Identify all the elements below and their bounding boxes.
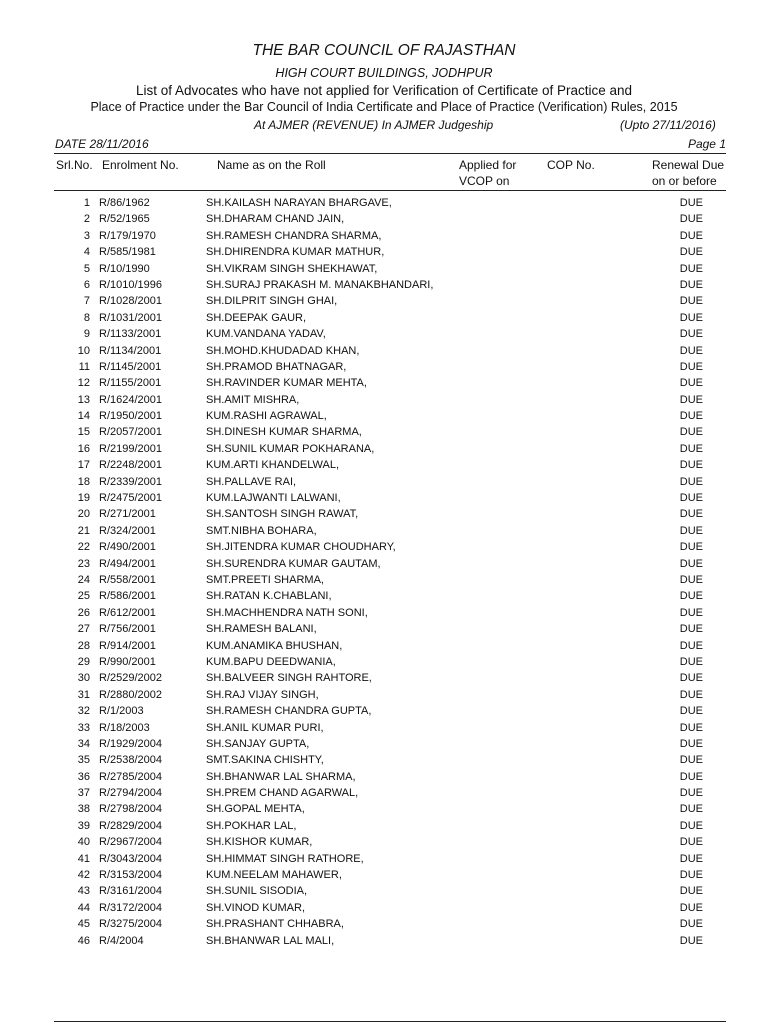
table-row bbox=[0, 556, 768, 572]
table-row bbox=[0, 703, 768, 719]
table-row bbox=[0, 670, 768, 686]
row-enrolment-no: R/1133/2001 bbox=[99, 328, 162, 341]
row-renewal-due: DUE bbox=[679, 836, 703, 849]
row-advocate-name: SH.BHANWAR LAL SHARMA, bbox=[206, 770, 356, 783]
row-renewal-due: DUE bbox=[679, 213, 703, 226]
table-row bbox=[0, 506, 768, 522]
header-bottom-rule bbox=[54, 190, 726, 191]
table-row bbox=[0, 474, 768, 490]
report-date: DATE 28/11/2016 bbox=[55, 137, 149, 151]
advocate-table-body bbox=[0, 195, 768, 949]
row-advocate-name: SH.SURENDRA KUMAR GAUTAM, bbox=[206, 557, 381, 570]
row-enrolment-no: R/179/1970 bbox=[99, 229, 156, 242]
row-advocate-name: SH.HIMMAT SINGH RATHORE, bbox=[206, 852, 364, 865]
row-enrolment-no: R/2199/2001 bbox=[99, 442, 162, 455]
row-serial: 43 bbox=[77, 885, 90, 898]
row-enrolment-no: R/324/2001 bbox=[99, 524, 156, 537]
row-serial: 45 bbox=[77, 918, 90, 931]
row-enrolment-no: R/1010/1996 bbox=[99, 278, 162, 291]
row-advocate-name: SH.POKHAR LAL, bbox=[206, 819, 297, 832]
row-enrolment-no: R/1145/2001 bbox=[99, 360, 162, 373]
row-enrolment-no: R/3161/2004 bbox=[99, 885, 162, 898]
row-advocate-name: SH.RATAN K.CHABLANI, bbox=[206, 590, 332, 603]
row-enrolment-no: R/2798/2004 bbox=[99, 803, 162, 816]
row-serial: 33 bbox=[77, 721, 90, 734]
org-title: THE BAR COUNCIL OF RAJASTHAN bbox=[252, 42, 516, 59]
row-enrolment-no: R/558/2001 bbox=[99, 573, 156, 586]
row-enrolment-no: R/914/2001 bbox=[99, 639, 156, 652]
row-enrolment-no: R/18/2003 bbox=[99, 721, 150, 734]
row-enrolment-no: R/1028/2001 bbox=[99, 295, 162, 308]
row-advocate-name: KUM.LAJWANTI LALWANI, bbox=[206, 492, 341, 505]
row-enrolment-no: R/2829/2004 bbox=[99, 819, 162, 832]
row-enrolment-no: R/52/1965 bbox=[99, 213, 150, 226]
row-serial: 16 bbox=[77, 442, 90, 455]
row-renewal-due: DUE bbox=[679, 819, 703, 832]
row-advocate-name: SH.PALLAVE RAI, bbox=[206, 475, 297, 488]
row-renewal-due: DUE bbox=[679, 262, 703, 275]
row-serial: 14 bbox=[77, 410, 90, 423]
row-serial: 18 bbox=[77, 475, 90, 488]
table-row bbox=[0, 392, 768, 408]
table-row bbox=[0, 310, 768, 326]
table-row bbox=[0, 900, 768, 916]
row-renewal-due: DUE bbox=[679, 393, 703, 406]
row-serial: 2 bbox=[83, 213, 90, 226]
row-advocate-name: KUM.NEELAM MAHAWER, bbox=[206, 869, 342, 882]
row-serial: 37 bbox=[77, 787, 90, 800]
row-serial: 20 bbox=[77, 508, 90, 521]
row-serial: 31 bbox=[77, 688, 90, 701]
row-enrolment-no: R/3172/2004 bbox=[99, 901, 162, 914]
footer-rule bbox=[54, 1021, 726, 1022]
org-address: HIGH COURT BUILDINGS, JODHPUR bbox=[275, 66, 493, 80]
row-renewal-due: DUE bbox=[679, 377, 703, 390]
row-serial: 38 bbox=[77, 803, 90, 816]
row-enrolment-no: R/1950/2001 bbox=[99, 410, 162, 423]
row-renewal-due: DUE bbox=[679, 623, 703, 636]
table-row bbox=[0, 441, 768, 457]
row-enrolment-no: R/1929/2004 bbox=[99, 737, 162, 750]
row-advocate-name: SH.DINESH KUMAR SHARMA, bbox=[206, 426, 362, 439]
row-serial: 22 bbox=[77, 541, 90, 554]
row-advocate-name: SMT.SAKINA CHISHTY, bbox=[206, 754, 324, 767]
row-renewal-due: DUE bbox=[679, 246, 703, 259]
row-enrolment-no: R/990/2001 bbox=[99, 655, 156, 668]
list-title-line1: List of Advocates who have not applied for Verification of Certificate of Practice and bbox=[135, 83, 633, 98]
row-enrolment-no: R/1624/2001 bbox=[99, 393, 162, 406]
row-serial: 23 bbox=[77, 557, 90, 570]
row-enrolment-no: R/2880/2002 bbox=[99, 688, 162, 701]
row-enrolment-no: R/10/1990 bbox=[99, 262, 150, 275]
row-enrolment-no: R/2794/2004 bbox=[99, 787, 162, 800]
row-serial: 46 bbox=[77, 934, 90, 947]
row-advocate-name: SH.GOPAL MEHTA, bbox=[206, 803, 305, 816]
row-enrolment-no: R/86/1962 bbox=[99, 197, 150, 209]
table-row bbox=[0, 228, 768, 244]
row-serial: 3 bbox=[83, 229, 90, 242]
row-serial: 39 bbox=[77, 819, 90, 832]
table-row bbox=[0, 211, 768, 227]
row-serial: 44 bbox=[77, 901, 90, 914]
row-serial: 19 bbox=[77, 492, 90, 505]
row-advocate-name: SH.RAMESH BALANI, bbox=[206, 623, 317, 636]
row-serial: 24 bbox=[77, 573, 90, 586]
col-header-applied: Applied for VCOP on bbox=[459, 158, 517, 188]
row-serial: 5 bbox=[83, 262, 90, 275]
row-advocate-name: SH.BALVEER SINGH RAHTORE, bbox=[206, 672, 372, 685]
row-renewal-due: DUE bbox=[679, 278, 703, 291]
table-row bbox=[0, 457, 768, 473]
row-advocate-name: KUM.ARTI KHANDELWAL, bbox=[206, 459, 340, 472]
row-enrolment-no: R/1/2003 bbox=[99, 705, 144, 718]
table-row bbox=[0, 195, 768, 211]
table-row bbox=[0, 736, 768, 752]
table-row bbox=[0, 261, 768, 277]
row-advocate-name: SMT.PREETI SHARMA, bbox=[206, 573, 324, 586]
row-renewal-due: DUE bbox=[679, 508, 703, 521]
row-renewal-due: DUE bbox=[679, 918, 703, 931]
row-advocate-name: SH.KAILASH NARAYAN BHARGAVE, bbox=[206, 197, 392, 209]
row-renewal-due: DUE bbox=[679, 754, 703, 767]
row-serial: 41 bbox=[77, 852, 90, 865]
table-row bbox=[0, 326, 768, 342]
row-serial: 27 bbox=[77, 623, 90, 636]
table-row bbox=[0, 851, 768, 867]
row-renewal-due: DUE bbox=[679, 197, 703, 209]
table-row bbox=[0, 752, 768, 768]
table-row bbox=[0, 834, 768, 850]
row-enrolment-no: R/490/2001 bbox=[99, 541, 156, 554]
row-serial: 28 bbox=[77, 639, 90, 652]
row-serial: 29 bbox=[77, 655, 90, 668]
row-advocate-name: KUM.BAPU DEEDWANIA, bbox=[206, 655, 336, 668]
table-row bbox=[0, 277, 768, 293]
row-serial: 36 bbox=[77, 770, 90, 783]
row-advocate-name: SH.MOHD.KHUDADAD KHAN, bbox=[206, 344, 360, 357]
row-enrolment-no: R/1031/2001 bbox=[99, 311, 162, 324]
row-serial: 15 bbox=[77, 426, 90, 439]
table-row bbox=[0, 654, 768, 670]
row-serial: 6 bbox=[83, 278, 90, 291]
row-advocate-name: KUM.RASHI AGRAWAL, bbox=[206, 410, 327, 423]
row-advocate-name: SH.RAMESH CHANDRA GUPTA, bbox=[206, 705, 372, 718]
row-serial: 8 bbox=[83, 311, 90, 324]
list-title-line2: Place of Practice under the Bar Council of India Certificate and Place of Practice (Verification) Rules, 2015 bbox=[90, 100, 678, 114]
row-enrolment-no: R/2248/2001 bbox=[99, 459, 162, 472]
table-row bbox=[0, 408, 768, 424]
row-enrolment-no: R/2339/2001 bbox=[99, 475, 162, 488]
row-advocate-name: SH.DHIRENDRA KUMAR MATHUR, bbox=[206, 246, 385, 259]
row-enrolment-no: R/2057/2001 bbox=[99, 426, 162, 439]
col-header-renewal: Renewal Due on or before bbox=[652, 158, 725, 188]
row-renewal-due: DUE bbox=[679, 328, 703, 341]
row-serial: 7 bbox=[83, 295, 90, 308]
row-renewal-due: DUE bbox=[679, 557, 703, 570]
row-renewal-due: DUE bbox=[679, 672, 703, 685]
location-label: At AJMER (REVENUE) In AJMER Judgeship bbox=[254, 118, 494, 132]
row-enrolment-no: R/756/2001 bbox=[99, 623, 156, 636]
row-enrolment-no: R/2529/2002 bbox=[99, 672, 162, 685]
row-serial: 32 bbox=[77, 705, 90, 718]
upto-date: (Upto 27/11/2016) bbox=[620, 118, 716, 132]
row-renewal-due: DUE bbox=[679, 426, 703, 439]
table-row bbox=[0, 933, 768, 949]
row-serial: 34 bbox=[77, 737, 90, 750]
row-advocate-name: SH.ANIL KUMAR PURI, bbox=[206, 721, 324, 734]
table-row bbox=[0, 801, 768, 817]
table-row bbox=[0, 572, 768, 588]
row-renewal-due: DUE bbox=[679, 688, 703, 701]
table-row bbox=[0, 605, 768, 621]
row-enrolment-no: R/3153/2004 bbox=[99, 869, 162, 882]
row-renewal-due: DUE bbox=[679, 459, 703, 472]
row-advocate-name: SH.BHANWAR LAL MALI, bbox=[206, 934, 335, 947]
row-enrolment-no: R/3043/2004 bbox=[99, 852, 162, 865]
row-renewal-due: DUE bbox=[679, 344, 703, 357]
row-advocate-name: SMT.NIBHA BOHARA, bbox=[206, 524, 317, 537]
col-header-srl: Srl.No. bbox=[56, 158, 93, 172]
row-serial: 1 bbox=[83, 197, 90, 209]
row-serial: 40 bbox=[77, 836, 90, 849]
row-advocate-name: SH.DILPRIT SINGH GHAI, bbox=[206, 295, 338, 308]
table-row bbox=[0, 785, 768, 801]
row-advocate-name: KUM.VANDANA YADAV, bbox=[206, 328, 326, 341]
row-renewal-due: DUE bbox=[679, 573, 703, 586]
table-row bbox=[0, 539, 768, 555]
row-advocate-name: SH.KISHOR KUMAR, bbox=[206, 836, 313, 849]
row-serial: 21 bbox=[77, 524, 90, 537]
table-row bbox=[0, 375, 768, 391]
row-advocate-name: SH.JITENDRA KUMAR CHOUDHARY, bbox=[206, 541, 396, 554]
table-row bbox=[0, 343, 768, 359]
row-serial: 11 bbox=[78, 360, 90, 373]
table-row bbox=[0, 818, 768, 834]
row-enrolment-no: R/1134/2001 bbox=[99, 344, 162, 357]
row-renewal-due: DUE bbox=[679, 311, 703, 324]
row-serial: 9 bbox=[83, 328, 90, 341]
row-renewal-due: DUE bbox=[679, 492, 703, 505]
row-serial: 4 bbox=[83, 246, 90, 259]
row-renewal-due: DUE bbox=[679, 787, 703, 800]
header-top-rule bbox=[54, 153, 726, 154]
col-header-cop: COP No. bbox=[547, 158, 595, 172]
row-renewal-due: DUE bbox=[679, 541, 703, 554]
row-advocate-name: SH.DHARAM CHAND JAIN, bbox=[206, 213, 345, 226]
table-row bbox=[0, 293, 768, 309]
row-advocate-name: SH.SUNIL SISODIA, bbox=[206, 885, 308, 898]
row-advocate-name: SH.VINOD KUMAR, bbox=[206, 901, 306, 914]
row-advocate-name: SH.SURAJ PRAKASH M. MANAKBHANDARI, bbox=[206, 278, 434, 291]
table-row bbox=[0, 916, 768, 932]
table-row bbox=[0, 621, 768, 637]
col-header-enrolment: Enrolment No. bbox=[102, 158, 179, 172]
row-serial: 42 bbox=[77, 869, 90, 882]
row-enrolment-no: R/2538/2004 bbox=[99, 754, 162, 767]
row-renewal-due: DUE bbox=[679, 410, 703, 423]
row-enrolment-no: R/2967/2004 bbox=[99, 836, 162, 849]
row-renewal-due: DUE bbox=[679, 590, 703, 603]
row-enrolment-no: R/4/2004 bbox=[99, 934, 144, 947]
row-advocate-name: SH.PREM CHAND AGARWAL, bbox=[206, 787, 359, 800]
row-advocate-name: SH.MACHHENDRA NATH SONI, bbox=[206, 606, 368, 619]
table-row bbox=[0, 588, 768, 604]
row-renewal-due: DUE bbox=[679, 803, 703, 816]
table-row bbox=[0, 523, 768, 539]
table-row bbox=[0, 244, 768, 260]
row-enrolment-no: R/612/2001 bbox=[99, 606, 156, 619]
row-renewal-due: DUE bbox=[679, 934, 703, 947]
row-serial: 26 bbox=[77, 606, 90, 619]
row-serial: 25 bbox=[77, 590, 90, 603]
row-enrolment-no: R/2785/2004 bbox=[99, 770, 162, 783]
row-renewal-due: DUE bbox=[679, 442, 703, 455]
page-number: Page 1 bbox=[687, 137, 726, 151]
row-advocate-name: SH.RAVINDER KUMAR MEHTA, bbox=[206, 377, 367, 390]
row-advocate-name: SH.PRAMOD BHATNAGAR, bbox=[206, 360, 347, 373]
row-enrolment-no: R/2475/2001 bbox=[99, 492, 162, 505]
row-advocate-name: KUM.ANAMIKA BHUSHAN, bbox=[206, 639, 343, 652]
row-renewal-due: DUE bbox=[679, 229, 703, 242]
row-advocate-name: SH.SANTOSH SINGH RAWAT, bbox=[206, 508, 359, 521]
row-advocate-name: SH.DEEPAK GAUR, bbox=[206, 311, 307, 324]
table-row bbox=[0, 359, 768, 375]
row-enrolment-no: R/586/2001 bbox=[99, 590, 156, 603]
table-row bbox=[0, 867, 768, 883]
row-renewal-due: DUE bbox=[679, 852, 703, 865]
row-renewal-due: DUE bbox=[679, 770, 703, 783]
row-renewal-due: DUE bbox=[679, 737, 703, 750]
row-renewal-due: DUE bbox=[679, 606, 703, 619]
row-renewal-due: DUE bbox=[679, 475, 703, 488]
row-enrolment-no: R/1155/2001 bbox=[99, 377, 162, 390]
table-row bbox=[0, 769, 768, 785]
row-enrolment-no: R/585/1981 bbox=[99, 246, 156, 259]
row-serial: 30 bbox=[77, 672, 90, 685]
table-row bbox=[0, 490, 768, 506]
table-row bbox=[0, 720, 768, 736]
table-row bbox=[0, 687, 768, 703]
row-renewal-due: DUE bbox=[679, 655, 703, 668]
row-serial: 17 bbox=[77, 459, 90, 472]
row-advocate-name: SH.AMIT MISHRA, bbox=[206, 393, 300, 406]
row-advocate-name: SH.VIKRAM SINGH SHEKHAWAT, bbox=[206, 262, 378, 275]
row-renewal-due: DUE bbox=[679, 295, 703, 308]
table-row bbox=[0, 638, 768, 654]
row-renewal-due: DUE bbox=[679, 705, 703, 718]
row-renewal-due: DUE bbox=[679, 639, 703, 652]
row-renewal-due: DUE bbox=[679, 901, 703, 914]
row-renewal-due: DUE bbox=[679, 524, 703, 537]
col-header-name: Name as on the Roll bbox=[217, 158, 326, 172]
row-renewal-due: DUE bbox=[679, 869, 703, 882]
row-enrolment-no: R/271/2001 bbox=[99, 508, 156, 521]
row-enrolment-no: R/494/2001 bbox=[99, 557, 156, 570]
row-advocate-name: SH.SANJAY GUPTA, bbox=[206, 737, 310, 750]
row-enrolment-no: R/3275/2004 bbox=[99, 918, 162, 931]
row-advocate-name: SH.PRASHANT CHHABRA, bbox=[206, 918, 344, 931]
row-renewal-due: DUE bbox=[679, 721, 703, 734]
row-renewal-due: DUE bbox=[679, 885, 703, 898]
row-advocate-name: SH.RAJ VIJAY SINGH, bbox=[206, 688, 319, 701]
row-renewal-due: DUE bbox=[679, 360, 703, 373]
row-advocate-name: SH.SUNIL KUMAR POKHARANA, bbox=[206, 442, 375, 455]
row-serial: 10 bbox=[77, 344, 90, 357]
table-row bbox=[0, 424, 768, 440]
row-serial: 12 bbox=[77, 377, 90, 390]
table-row bbox=[0, 883, 768, 899]
row-serial: 13 bbox=[77, 393, 90, 406]
row-serial: 35 bbox=[77, 754, 90, 767]
row-advocate-name: SH.RAMESH CHANDRA SHARMA, bbox=[206, 229, 382, 242]
